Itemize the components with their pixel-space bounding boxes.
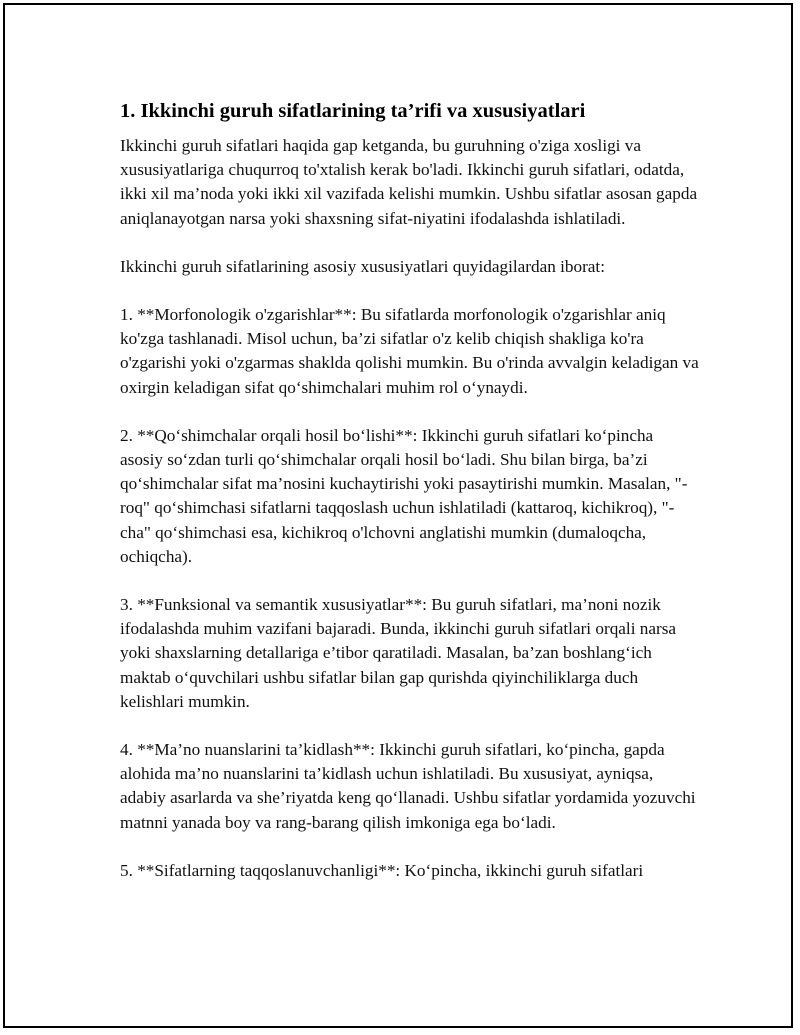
paragraph-intro: Ikkinchi guruh sifatlari haqida gap ketganda, bu guruhning o'ziga xosligi va xususiyatlariga chuqurroq to'xtalish kerak bo'ladi. Ikkinchi guruh sifatlari, odatda, ikki xil ma’noda yoki ikki xil vazifada kelishi mumkin. Ushbu sifatlar asosan gapda aniqlanayotgan narsa yoki shaxsning sifat-niyatini ifodalashda ishlatiladi. <box>120 136 698 228</box>
paragraph-point-3: 3. **Funksional va semantik xususiyatlar**: Bu guruh sifatlari, ma’noni nozik ifodalashda muhim vazifani bajaradi. Bunda, ikkinchi guruh sifatlari orqali narsa yoki shaxslarning detallariga e’tibor qaratiladi. Masalan, ba’zan boshlang‘ich maktab o‘quvchilari ushbu sifatlar bilan gap qurishda qiyinchiliklarga duch kelishlari mumkin. <box>120 595 677 711</box>
paragraph-list-intro: Ikkinchi guruh sifatlarining asosiy xususiyatlari quyidagilardan iborat: <box>120 256 605 276</box>
paragraph-point-5: 5. **Sifatlarning taqqoslanuvchanligi**: Ko‘pincha, ikkinchi guruh sifatlari <box>120 860 644 880</box>
paragraph-point-2: 2. **Qo‘shimchalar orqali hosil bo‘lishi**: Ikkinchi guruh sifatlari ko‘pincha asosiy so‘zdan turli qo‘shimchalar orqali hosil bo‘ladi. Shu bilan birga, ba’zi qo‘shimchalar sifat ma’nosini kuchaytirishi yoki pasaytirishi mumkin. Masalan, "-roq" qo‘shimchasi sifatlarni taqqoslash uchun ishlatiladi (kattaroq, kichikroq), "-cha" qo‘shimchasi esa, kichikroq o'lchovni anglatishi mumkin (dumaloqcha, ochiqcha). <box>120 425 688 566</box>
paragraph-point-1: 1. **Morfonologik o'zgarishlar**: Bu sifatlarda morfonologik o'zgarishlar aniq ko'zga tashlanadi. Misol uchun, ba’zi sifatlar o'z kelib chiqish shakliga ko'ra o'zgarishi yoki o'zgarmas shaklda qolishi mumkin. Bu o'rinda avvalgin keladigan va oxirgin keladigan sifat qo‘shimchalari muhim rol o‘ynaydi. <box>120 305 699 397</box>
section-heading: 1. Ikkinchi guruh sifatlarining ta’rifi va xususiyatlari <box>120 100 586 122</box>
paragraph-point-4: 4. **Ma’no nuanslarini ta’kidlash**: Ikkinchi guruh sifatlari, ko‘pincha, gapda alohida ma’no nuanslarini ta’kidlash uchun ishlatiladi. Bu xususiyat, ayniqsa, adabiy asarlarda va she’riyatda keng qo‘llanadi. Ushbu sifatlar yordamida yozuvchi matnni yanada boy va rang-barang qilish imkoniga ega bo‘ladi. <box>120 740 696 832</box>
document-page <box>3 3 793 1028</box>
document-body <box>120 98 700 907</box>
